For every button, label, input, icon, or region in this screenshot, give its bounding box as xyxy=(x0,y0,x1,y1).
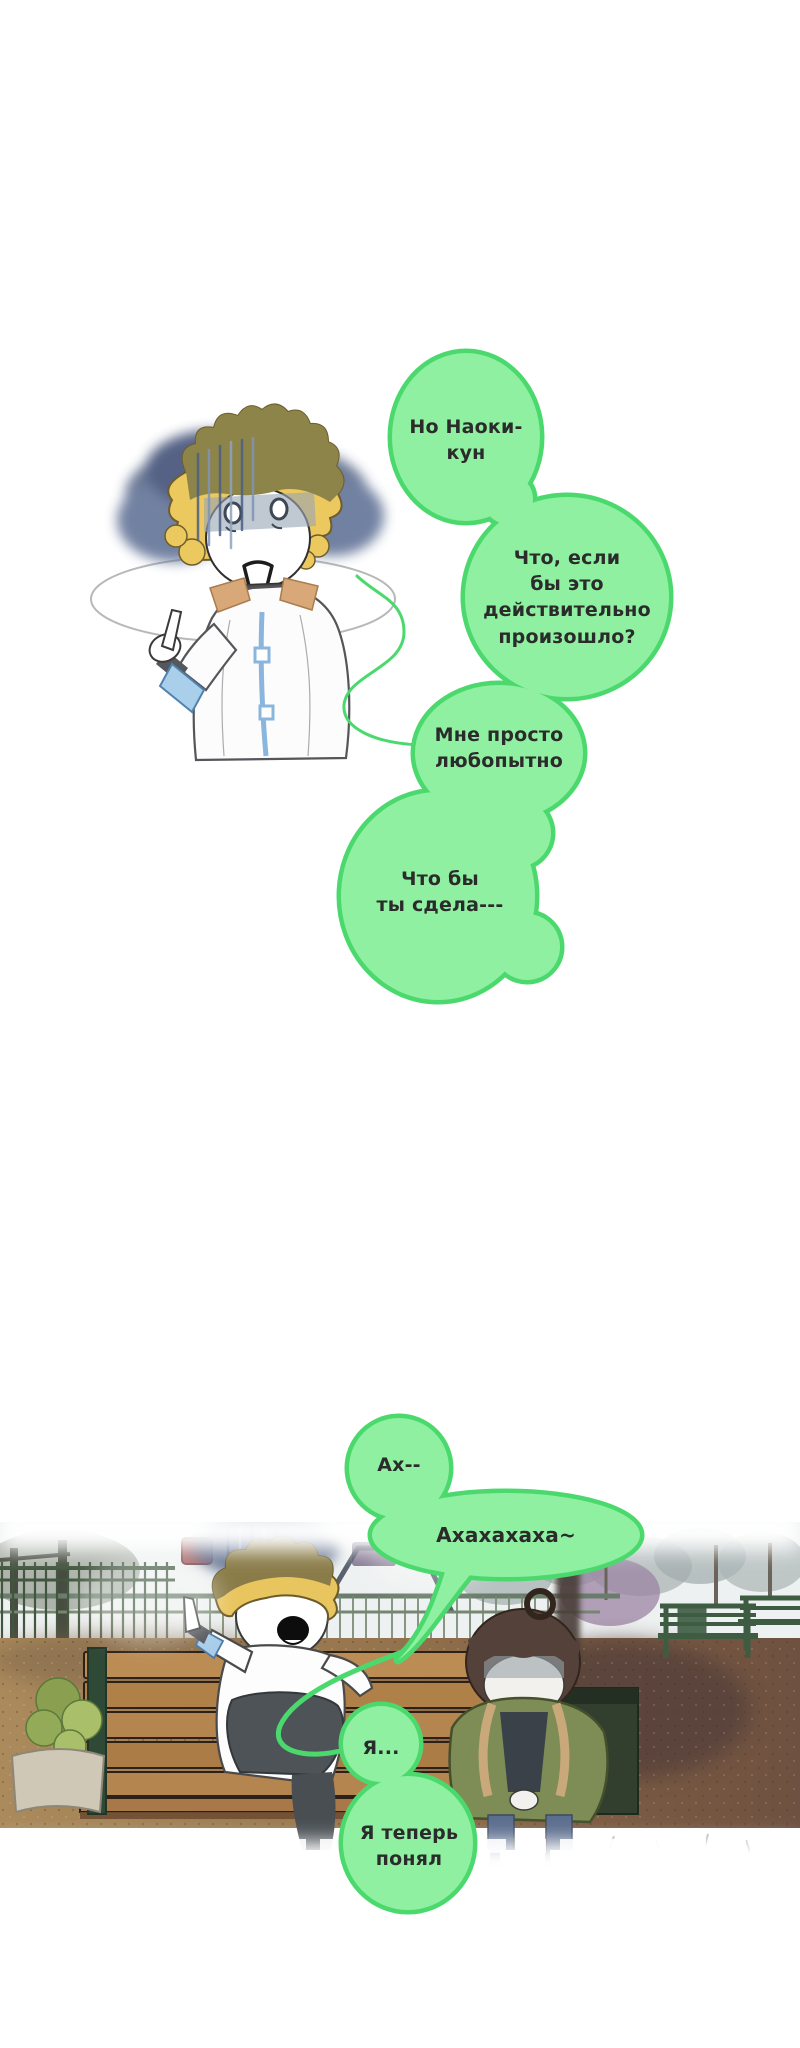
dark-shirt xyxy=(500,1712,548,1792)
legs-folded xyxy=(227,1692,343,1775)
top-panel-illustration xyxy=(91,404,420,760)
hair-top xyxy=(183,404,344,502)
speech-bubble-6-text: Ахахахаха~ xyxy=(436,1523,576,1547)
speech-bubble-5-text: Ах-- xyxy=(377,1454,421,1476)
speech-bubble-7-text: Я... xyxy=(362,1737,400,1759)
speech-bubble-8-text: Я теперь понял xyxy=(359,1822,459,1871)
mouth-open xyxy=(277,1616,309,1644)
speech-bubble-3-text: Мне просто любопытно xyxy=(434,724,564,773)
top-speech-bubbles xyxy=(341,353,669,1000)
speech-bubble-4-text: Что бы ты сдела--- xyxy=(376,868,504,917)
eye-shadow-band xyxy=(484,1656,564,1678)
speech-bubble-2-text: Что, если бы это действительно произошло? xyxy=(483,547,651,648)
clasped-hands xyxy=(510,1790,538,1810)
speech-bubble-1-text: Но Наоки- кун xyxy=(409,416,523,465)
